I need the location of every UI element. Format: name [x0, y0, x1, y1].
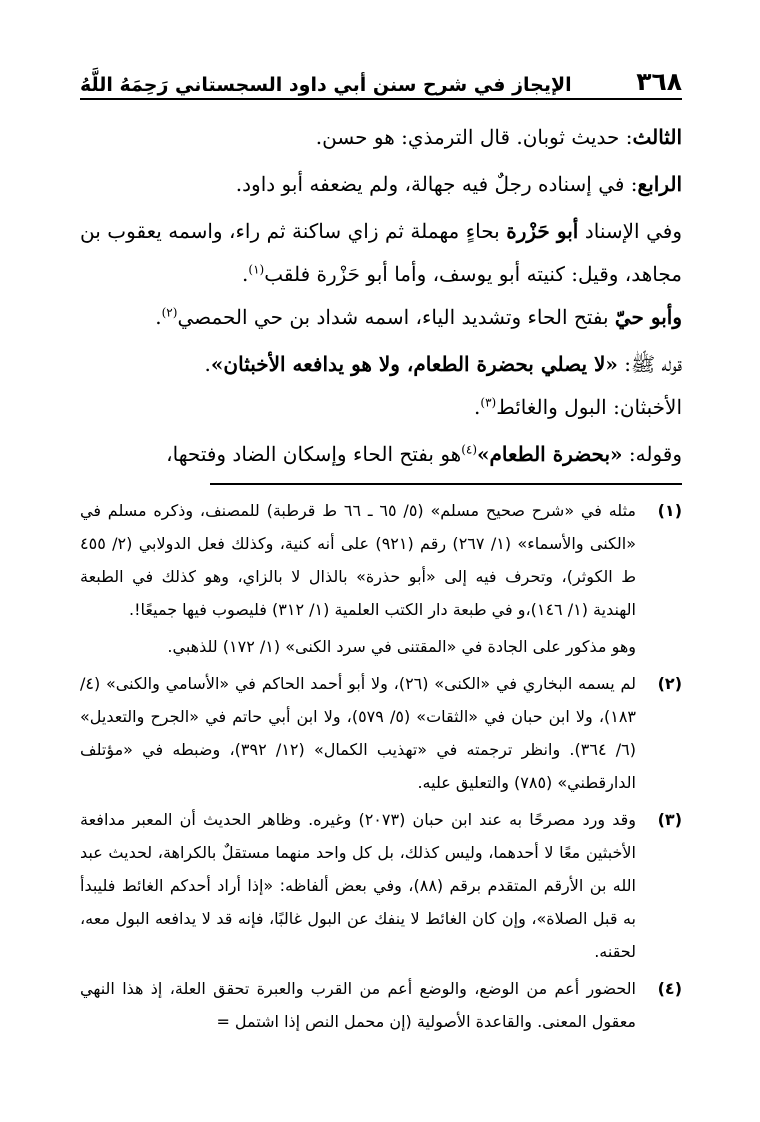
hadith-quote: «لا يصلي بحضرة الطعام، ولا هو يدافعه الأخبثان»: [210, 352, 618, 376]
footnote-number: (٤): [657, 979, 682, 998]
header-divider: [80, 98, 682, 100]
footnote-number: (٢): [657, 674, 682, 693]
label-third: الثالث: [632, 125, 682, 149]
paragraph-text: الأخبثان: البول والغائط: [496, 395, 682, 419]
footnote-ref[interactable]: (٤): [461, 442, 478, 457]
paragraph-text: بفتح الحاء وتشديد الياء، اسمه شداد بن حي الحمصي: [177, 305, 615, 329]
footnote-4: [80, 972, 682, 1038]
running-title: الإيجاز في شرح سنن أبي داود السجستاني رَحِمَهُ اللَّهُ: [80, 74, 572, 96]
paragraph-isnad: [80, 210, 682, 296]
footnotes: [80, 494, 682, 1042]
footnote-3: [80, 803, 682, 968]
footnote-subtext: وهو مذكور على الجادة في «المقتنى في سرد الكنى» (١/ ١٧٢) للذهبي.: [167, 637, 636, 656]
paragraph-text: وفي الإسناد: [578, 219, 682, 243]
paragraph-text: .: [204, 352, 211, 376]
paragraph-text: : في إسناده رجلٌ فيه جهالة، ولم يضعفه أبو داود.: [235, 172, 638, 196]
paragraph-text: .: [474, 395, 481, 419]
page-header: [80, 60, 682, 96]
footnote-1: [80, 494, 682, 663]
paragraph-fourth: [80, 163, 682, 206]
paragraph-text: : حديث ثوبان. قال الترمذي: هو حسن.: [315, 125, 633, 149]
footnote-ref[interactable]: (٢): [161, 305, 178, 320]
paragraph-text: بحاءٍ مهملة ثم زاي ساكنة ثم راء، واسمه يعقوب بن مجاهد، وقيل: كنيته أبو يوسف، وأما أبو حَزْرة فلقب: [80, 219, 682, 286]
footnote-text: لم يسمه البخاري في «الكنى» (٢٦)، ولا أبو أحمد الحاكم في «الأسامي والكنى» (٤/ ١٨٣)، ولا ابن حبان في «الثقات» (٥/ ٥٧٩)، ولا ابن أبي حاتم في «الجرح والتعديل» (٦/ ٣٦٤). وانظر ترجمته في «تهذيب الكمال» (١٢/ ٣٩٢)، وضبطه في «مؤتلف الدارقطني» (٧٨٥) والتعليق عليه.: [80, 674, 637, 792]
paragraph-text: .: [155, 305, 162, 329]
paragraph-text: هو بفتح الحاء وإسكان الضاد وفتحها،: [166, 442, 462, 466]
paragraph-hadith: [80, 343, 682, 386]
paragraph-third: [80, 116, 682, 159]
page-number: ٣٦٨: [636, 67, 682, 96]
footnote-divider: [210, 483, 682, 485]
main-text: [80, 116, 682, 476]
narrator-name: وأبو حيّ: [614, 305, 682, 329]
paragraph-text: وقوله:: [622, 442, 682, 466]
paragraph-hadrah: [80, 433, 682, 476]
footnote-ref[interactable]: (٣): [480, 395, 497, 410]
footnote-number: (٣): [657, 810, 682, 829]
paragraph-text: قوله ﷺ:: [617, 352, 682, 376]
label-fourth: الرابع: [637, 172, 682, 196]
footnote-ref[interactable]: (١): [248, 262, 265, 277]
footnote-number: (١): [657, 501, 682, 520]
footnote-text: الحضور أعم من الوضع، والوضع أعم من القرب والعبرة تحقق العلة، إذ هذا النهي معقول المعنى. والقاعدة الأصولية (إن محمل النص إذا اشتمل =: [80, 979, 636, 1031]
footnote-2: [80, 667, 682, 799]
footnote-text: مثله في «شرح صحيح مسلم» (٥/ ٦٥ ـ ٦٦ ط قرطبة) للمصنف، وذكره مسلم في «الكنى والأسماء» (١/ ٢٦٧) رقم (٩٢١) على أنه كنية، وكذلك فعل الدولابي (٢/ ٤٥٥ ط الكوثر)، وتحرف فيه إلى «أبو حذرة» بالذال لا بالزاي، وهو كذلك في الطبعة الهندية (١/ ١٤٦)،و في طبعة دار الكتب العلمية (١/ ٣١٢) فليصوب فيها جميعًا!.: [80, 501, 637, 619]
paragraph-text: .: [242, 262, 249, 286]
paragraph-abu-hayy: [80, 296, 682, 339]
paragraph-akhbathan: [80, 386, 682, 429]
footnote-text: وقد ورد مصرحًا به عند ابن حبان (٢٠٧٣) وغيره. وظاهر الحديث أن المعبر مدافعة الأخبثين معًا لا أحدهما، وليس كذلك، بل كل واحد منهما مستقلٌ بالكراهة، لحديث عبد الله بن الأرقم المتقدم برقم (٨٨)، وفي بعض ألفاظه: «إذا أراد أحدكم الغائط فليبدأ به قبل الصلاة»، وإن كان الغائط لا ينفك عن البول غالبًا، فإنه قد لا يدافعه البول معه، لحقنه.: [80, 810, 636, 961]
narrator-name: أبو حَزْرة: [506, 219, 579, 243]
quoted-phrase: «بحضرة الطعام»: [477, 442, 623, 466]
